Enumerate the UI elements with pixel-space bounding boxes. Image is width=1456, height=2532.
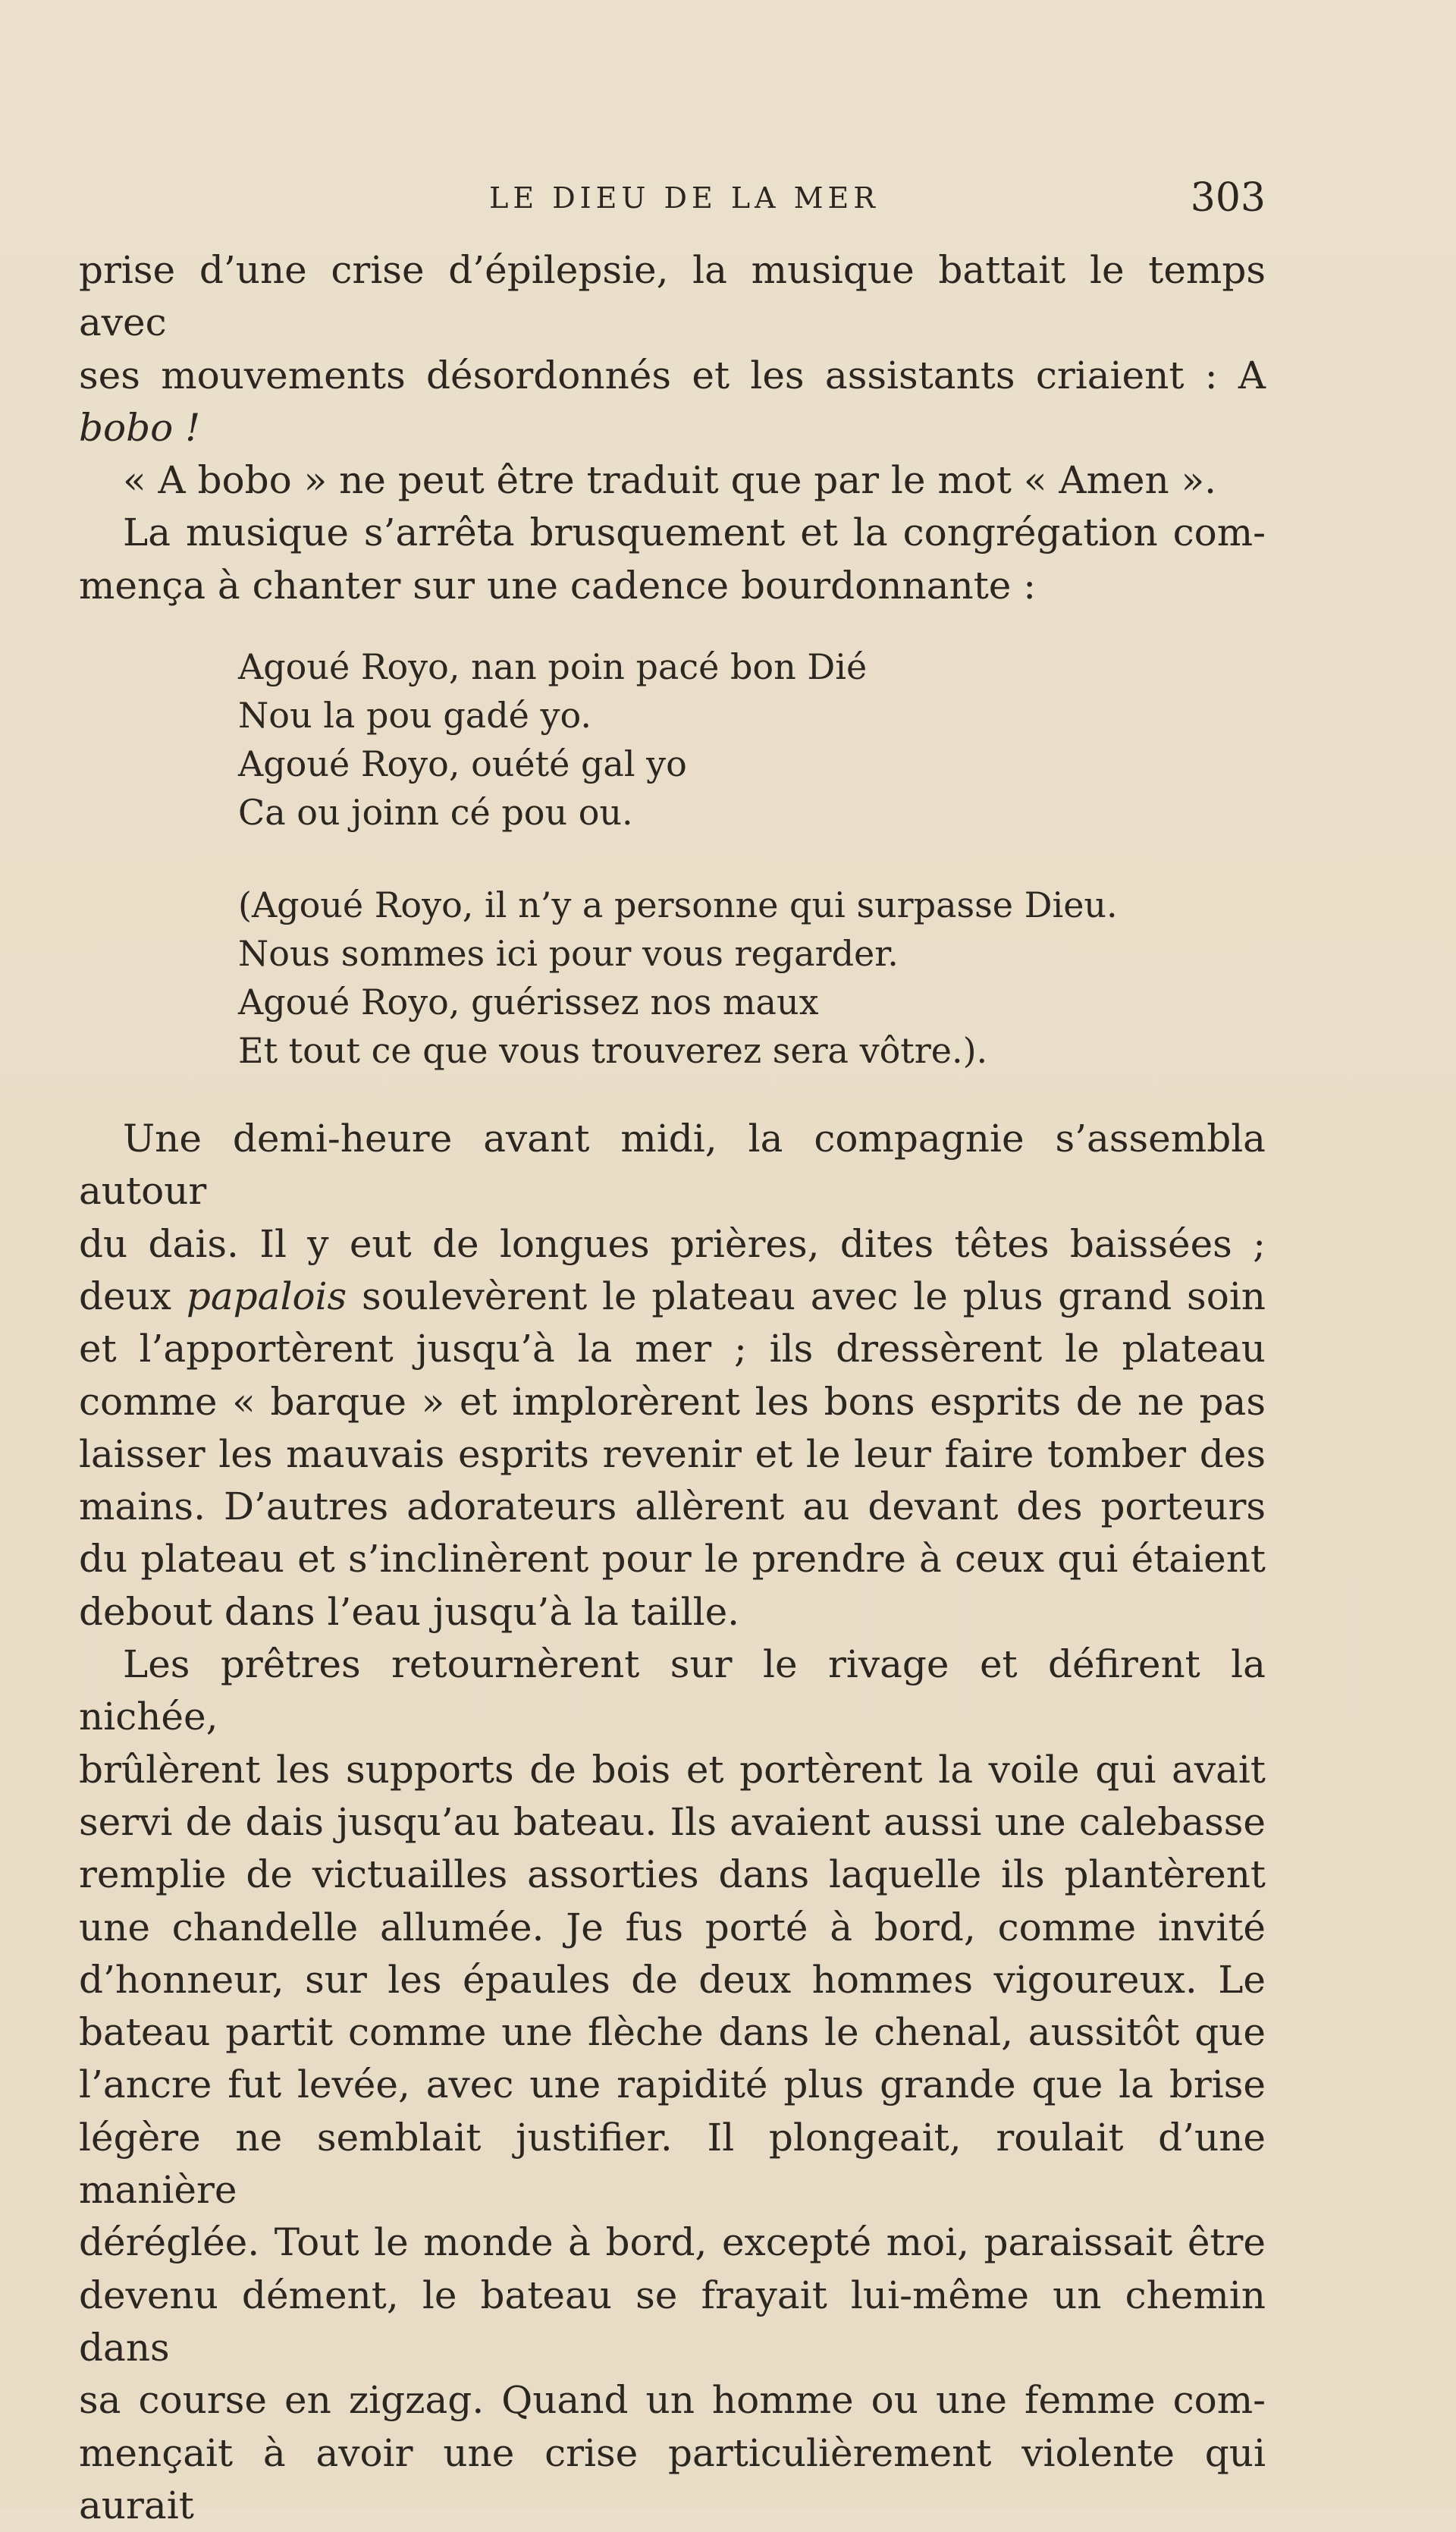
spacer: [79, 612, 1266, 642]
body-text: [79, 244, 1266, 2532]
text-run: soulevèrent le plateau avec le plus grand soin: [347, 1274, 1266, 1318]
verse-line: Agoué Royo, ouété gal yo: [238, 740, 1266, 788]
paragraph-line: une chandelle allumée. Je fus porté à bord, comme invité: [79, 1902, 1266, 1954]
paragraph-line: mençait à avoir une crise particulièrement violente qui aurait: [79, 2427, 1266, 2532]
paragraph-line: sa course en zigzag. Quand un homme ou une femme com-: [79, 2374, 1266, 2427]
paragraph-line: déréglée. Tout le monde à bord, excepté moi, paraissait être: [79, 2216, 1266, 2269]
paragraph-line: bateau partit comme une flèche dans le chenal, aussitôt que: [79, 2006, 1266, 2059]
verse-translation: [79, 881, 1266, 1075]
paragraph-line: [79, 1271, 1266, 1323]
verse-line: (Agoué Royo, il n’y a personne qui surpasse Dieu.: [238, 881, 1266, 929]
paragraph-line: devenu dément, le bateau se frayait lui-même un chemin dans: [79, 2270, 1266, 2375]
paragraph-line: légère ne semblait justifier. Il plongeait, roulait d’une manière: [79, 2112, 1266, 2217]
paragraph-line: Les prêtres retournèrent sur le rivage et défirent la nichée,: [79, 1638, 1266, 1744]
paragraph-line: debout dans l’eau jusqu’à la taille.: [79, 1586, 1266, 1638]
paragraph-line: du dais. Il y eut de longues prières, dites têtes baissées ;: [79, 1218, 1266, 1271]
page-number: 303: [1191, 171, 1266, 225]
paragraph-line: ses mouvements désordonnés et les assistants criaient : A: [79, 350, 1266, 402]
paragraph-line: mença à chanter sur une cadence bourdonnante :: [79, 560, 1266, 612]
italic-phrase: bobo !: [79, 406, 200, 450]
paragraph-line: « A bobo » ne peut être traduit que par le mot « Amen ».: [79, 454, 1266, 507]
paragraph-line: Une demi-heure avant midi, la compagnie s’assembla autour: [79, 1113, 1266, 1218]
spacer: [79, 837, 1266, 881]
paragraph-line: comme « barque » et implorèrent les bons esprits de ne pas: [79, 1376, 1266, 1428]
verse-line: Nous sommes ici pour vous regarder.: [238, 929, 1266, 978]
paragraph-line: mains. D’autres adorateurs allèrent au devant des porteurs: [79, 1481, 1266, 1533]
italic-word: papalois: [187, 1274, 347, 1318]
paragraph-line: du plateau et s’inclinèrent pour le prendre à ceux qui étaient: [79, 1533, 1266, 1585]
paragraph-line: [79, 402, 1266, 454]
paragraph-line: l’ancre fut levée, avec une rapidité plus grande que la brise: [79, 2059, 1266, 2111]
paragraph-line: brûlèrent les supports de bois et portèrent la voile qui avait: [79, 1744, 1266, 1796]
verse-line: Et tout ce que vous trouverez sera vôtre.).: [238, 1026, 1266, 1075]
running-head: [79, 171, 1266, 225]
paragraph-line: remplie de victuailles assorties dans laquelle ils plantèrent: [79, 1849, 1266, 1901]
spacer: [79, 1075, 1266, 1113]
verse-stanza: [79, 642, 1266, 837]
paragraph-line: servi de dais jusqu’au bateau. Ils avaient aussi une calebasse: [79, 1796, 1266, 1849]
verse-line: Ca ou joinn cé pou ou.: [238, 788, 1266, 837]
running-title: LE DIEU DE LA MER: [79, 171, 1266, 225]
verse-line: Agoué Royo, nan poin pacé bon Dié: [238, 642, 1266, 691]
verse-line: Agoué Royo, guérissez nos maux: [238, 978, 1266, 1026]
paragraph-line: laisser les mauvais esprits revenir et le leur faire tomber des: [79, 1428, 1266, 1481]
text-run: deux: [79, 1274, 187, 1318]
paragraph-line: La musique s’arrêta brusquement et la congrégation com-: [79, 507, 1266, 559]
paragraph-line: prise d’une crise d’épilepsie, la musique battait le temps avec: [79, 244, 1266, 350]
paragraph-line: d’honneur, sur les épaules de deux hommes vigoureux. Le: [79, 1954, 1266, 2006]
verse-line: Nou la pou gadé yo.: [238, 691, 1266, 740]
paragraph-line: et l’apportèrent jusqu’à la mer ; ils dressèrent le plateau: [79, 1323, 1266, 1375]
